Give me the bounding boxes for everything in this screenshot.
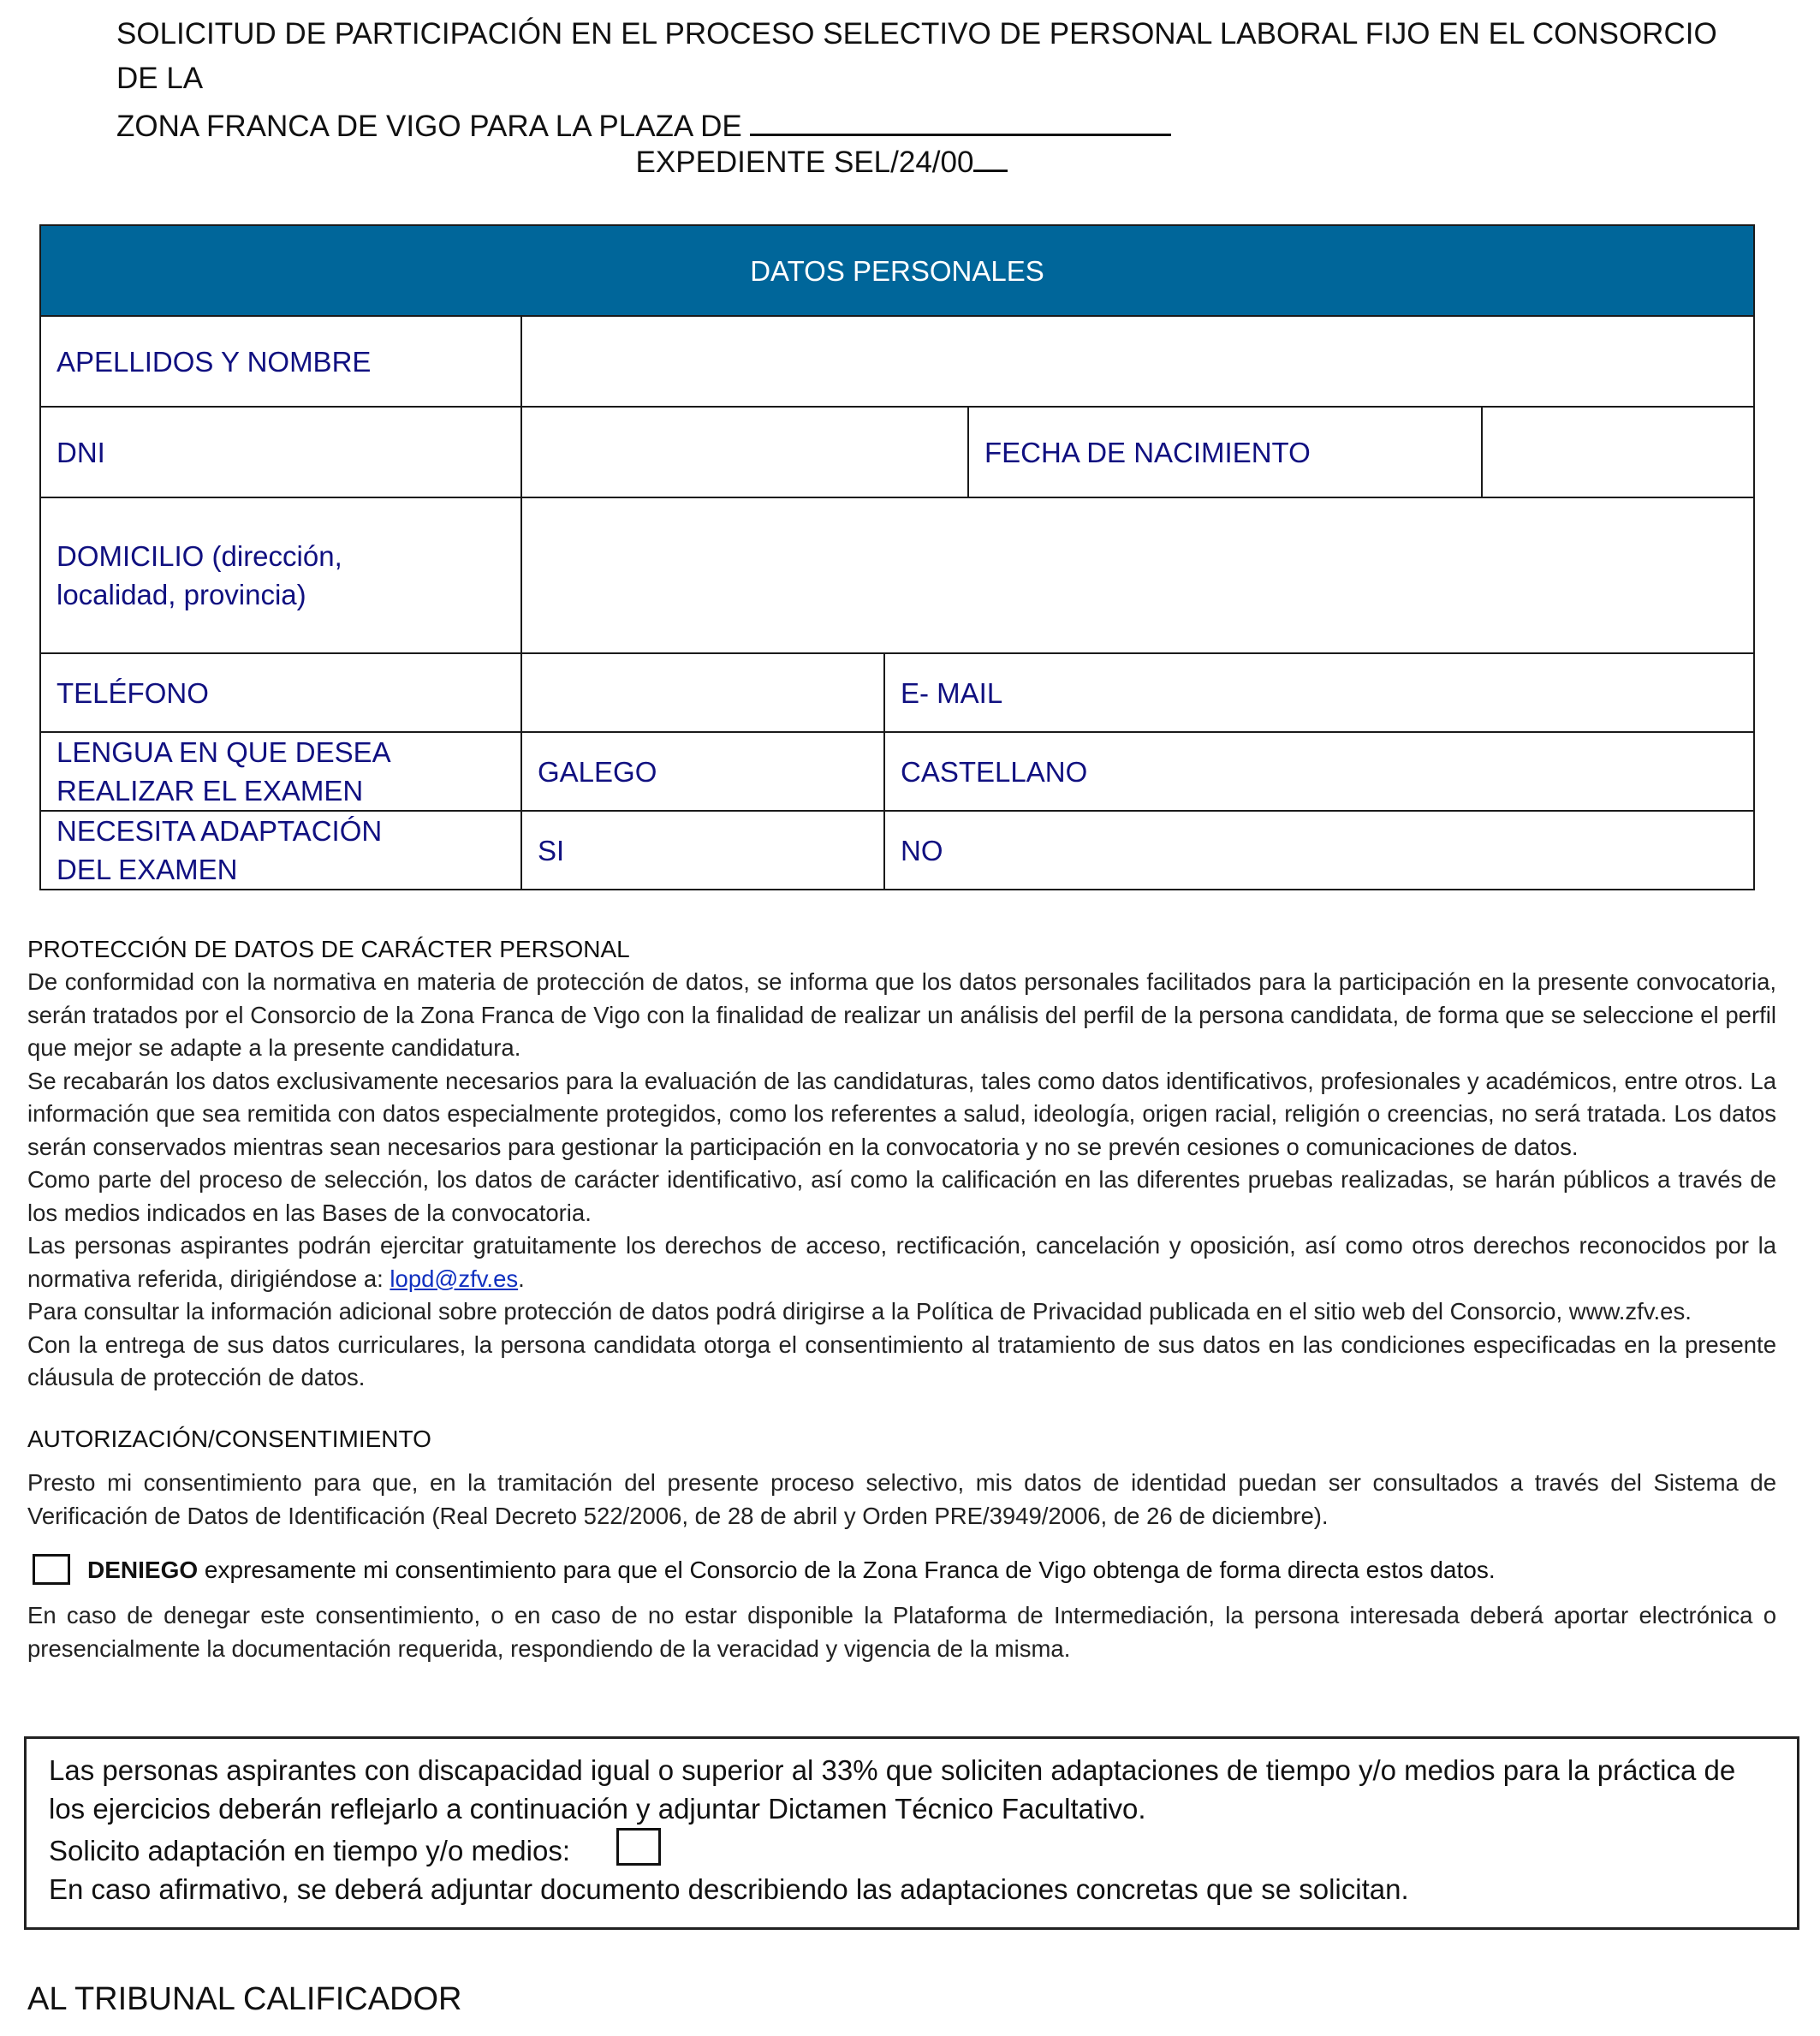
domicilio-label-line-1: DOMICILIO (dirección, bbox=[57, 540, 342, 572]
apellidos-field[interactable] bbox=[521, 316, 1754, 407]
domicilio-label-line-2: localidad, provincia) bbox=[57, 579, 306, 610]
proteccion-p4-text: Las personas aspirantes podrán ejercitar gratuitamente los derechos de acceso, rectificación, cancelación y oposición, así como otros derechos reconocidos por la normativa referida, dirigiéndose a: bbox=[27, 1232, 1776, 1292]
document-title bbox=[116, 12, 1743, 149]
deniego-row bbox=[33, 1551, 1779, 1589]
option-no[interactable]: NO bbox=[884, 811, 1754, 890]
domicilio-label bbox=[40, 497, 521, 653]
proteccion-p4-end: . bbox=[518, 1265, 525, 1292]
adaptacion-label-line-1: NECESITA ADAPTACIÓN bbox=[57, 815, 383, 847]
table-header: DATOS PERSONALES bbox=[40, 225, 1754, 316]
proteccion-paragraph-3: Como parte del proceso de selección, los datos de carácter identificativo, así como la calificación en las diferentes pruebas realizadas, se harán públicos a través de los medios indicados en las Bases de la convocatoria. bbox=[27, 1166, 1776, 1226]
title-line-2-text: ZONA FRANCA DE VIGO PARA LA PLAZA DE bbox=[116, 110, 742, 143]
discapacidad-note: En caso afirmativo, se deberá adjuntar documento describiendo las adaptaciones concretas que se solicitan. bbox=[49, 1873, 1409, 1905]
tribunal-heading: AL TRIBUNAL CALIFICADOR bbox=[27, 1981, 462, 2017]
consentimiento-paragraph-1: Presto mi consentimiento para que, en la tramitación del presente proceso selectivo, mis datos de identidad puedan ser consultados a través del Sistema de Verificación de Datos de Identificación (Real Decreto 522/2006, de 28 de abril y Orden PRE/3949/2006, de 26 de diciembre). bbox=[27, 1469, 1776, 1529]
discapacidad-box bbox=[24, 1736, 1799, 1930]
solicito-row bbox=[49, 1828, 1775, 1870]
lopd-email-link[interactable]: lopd@zfv.es bbox=[390, 1265, 519, 1292]
deniego-bold: DENIEGO bbox=[87, 1557, 199, 1583]
personal-data-table bbox=[39, 224, 1755, 890]
dni-label: DNI bbox=[40, 407, 521, 497]
proteccion-paragraph-6: Con la entrega de sus datos curriculares, la persona candidata otorga el consentimiento al tratamiento de sus datos en las condiciones especificadas en la presente cláusula de protección de datos. bbox=[27, 1331, 1776, 1390]
adaptacion-label bbox=[40, 811, 521, 890]
email-field[interactable] bbox=[884, 653, 1754, 732]
proteccion-heading: PROTECCIÓN DE DATOS DE CARÁCTER PERSONAL bbox=[27, 936, 630, 962]
deniego-rest: expresamente mi consentimiento para que el Consorcio de la Zona Franca de Vigo obtenga de forma directa estos datos. bbox=[198, 1557, 1496, 1583]
dni-field[interactable] bbox=[521, 407, 968, 497]
plaza-blank-field[interactable] bbox=[750, 101, 1171, 136]
telefono-label: TELÉFONO bbox=[40, 653, 521, 732]
expediente-line bbox=[0, 139, 1644, 184]
fecha-nacimiento-field[interactable] bbox=[1482, 407, 1754, 497]
deniego-text bbox=[87, 1551, 1496, 1589]
lengua-label bbox=[40, 732, 521, 811]
fecha-nacimiento-label: FECHA DE NACIMIENTO bbox=[968, 407, 1482, 497]
email-label: E- MAIL bbox=[901, 676, 1003, 709]
option-si[interactable]: SI bbox=[521, 811, 884, 890]
consentimiento-paragraph-2: En caso de denegar este consentimiento, o en caso de no estar disponible la Plataforma de Intermediación, la persona interesada deberá aportar electrónica o presencialmente la documentación requerida, respondiendo de la veracidad y vigencia de la misma. bbox=[27, 1602, 1776, 1662]
solicito-label: Solicito adaptación en tiempo y/o medios: bbox=[49, 1835, 571, 1866]
proteccion-paragraph-5: Para consultar la información adicional sobre protección de datos podrá dirigirse a la Política de Privacidad publicada en el sitio web del Consorcio, www.zfv.es. bbox=[27, 1298, 1692, 1325]
lengua-label-line-2: REALIZAR EL EXAMEN bbox=[57, 775, 364, 807]
discapacidad-text: Las personas aspirantes con discapacidad igual o superior al 33% que soliciten adaptaciones de tiempo y/o medios para la práctica de los ejercicios deberán reflejarlo a continuación y adjuntar Dictamen Técnico Facultativo. bbox=[49, 1754, 1736, 1825]
deniego-checkbox[interactable] bbox=[33, 1554, 70, 1585]
proteccion-paragraph-2: Se recabarán los datos exclusivamente necesarios para la evaluación de las candidaturas, tales como datos identificativos, profesionales y académicos, entre otros. La información que sea remitida con datos especialmente protegidos, como los referentes a salud, ideología, origen racial, religión o creencias, no será tratada. Los datos serán conservados mientras sean necesarios para gestionar la participación en la convocatoria y no se prevén cesiones o comunicaciones de datos. bbox=[27, 1067, 1776, 1160]
proteccion-body bbox=[27, 966, 1776, 1395]
expediente-blank-field[interactable] bbox=[973, 139, 1008, 172]
domicilio-field[interactable] bbox=[521, 497, 1754, 653]
telefono-field[interactable] bbox=[521, 653, 884, 732]
proteccion-paragraph-4 bbox=[27, 1229, 1776, 1295]
consentimiento-heading: AUTORIZACIÓN/CONSENTIMIENTO bbox=[27, 1426, 431, 1452]
option-castellano[interactable]: CASTELLANO bbox=[884, 732, 1754, 811]
adaptacion-label-line-2: DEL EXAMEN bbox=[57, 854, 238, 885]
apellidos-label: APELLIDOS Y NOMBRE bbox=[40, 316, 521, 407]
lengua-label-line-1: LENGUA EN QUE DESEA bbox=[57, 736, 391, 768]
expediente-text: EXPEDIENTE SEL/24/00 bbox=[635, 146, 974, 179]
proteccion-paragraph-1: De conformidad con la normativa en materia de protección de datos, se informa que los datos personales facilitados para la participación en la presente convocatoria, serán tratados por el Consorcio de la Zona Franca de Vigo con la finalidad de realizar un análisis del perfil de la persona candidata, de forma que se seleccione el perfil que mejor se adapte a la presente candidatura. bbox=[27, 968, 1776, 1061]
title-line-1: SOLICITUD DE PARTICIPACIÓN EN EL PROCESO SELECTIVO DE PERSONAL LABORAL FIJO EN EL CONSORCIO DE LA bbox=[116, 17, 1717, 95]
option-galego[interactable]: GALEGO bbox=[521, 732, 884, 811]
adaptacion-checkbox[interactable] bbox=[616, 1828, 661, 1866]
